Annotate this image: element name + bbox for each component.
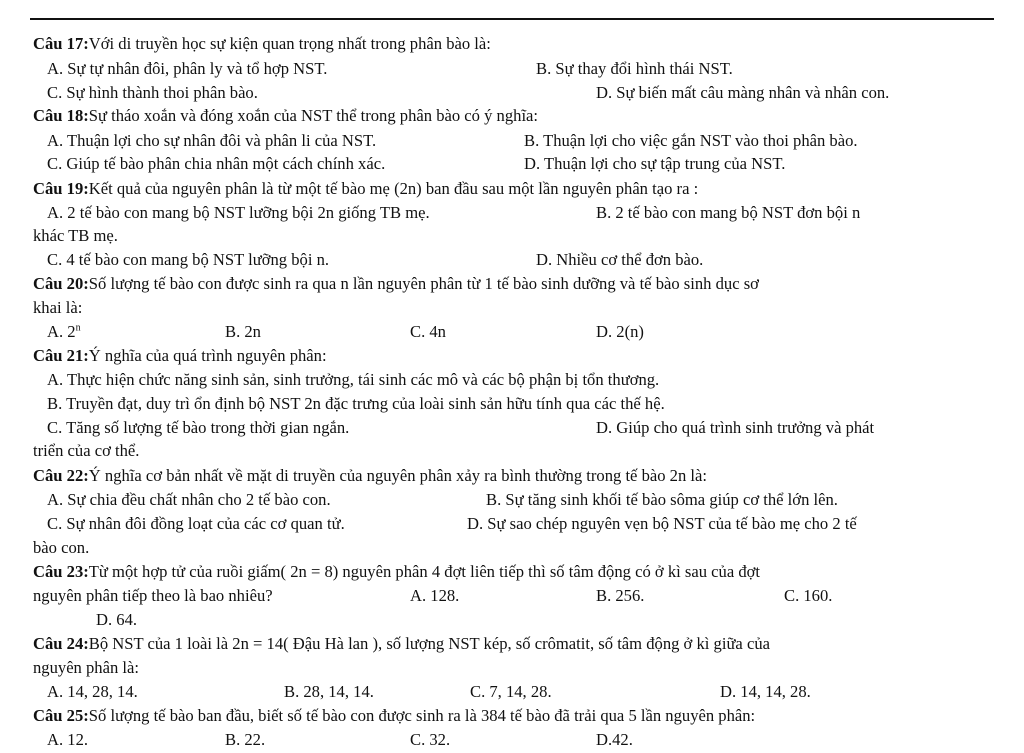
question-19-stem — [0, 178, 1024, 200]
question-label: Câu 20: — [33, 274, 89, 293]
question-19-option-b-cont — [0, 225, 1024, 247]
question-22-option-d-cont — [0, 537, 1024, 559]
option-a: A. 128. — [410, 586, 460, 605]
option-d: D.42. — [596, 730, 633, 749]
option-c: C. Tăng số lượng tế bào trong thời gian ngắn. — [47, 418, 350, 437]
option-a: A. 14, 28, 14. — [47, 682, 138, 701]
question-text: Số lượng tế bào ban đầu, biết số tế bào con được sinh ra là 384 tế bào đã trải qua 5 lần nguyên phân: — [88, 706, 756, 725]
question-label: Câu 23: — [33, 562, 89, 581]
question-text: Số lượng tế bào con được sinh ra qua n lần nguyên phân từ 1 tế bào sinh dưỡng và tế bào sinh dục sơ — [88, 274, 759, 293]
question-text: Sự tháo xoắn và đóng xoắn của NST thể trong phân bào có ý nghĩa: — [88, 106, 539, 125]
question-22-options-ab — [0, 489, 1024, 511]
question-20-stem — [0, 273, 1024, 295]
option-c: C. 32. — [410, 730, 451, 749]
option-b-continued: khác TB mẹ. — [33, 226, 118, 245]
question-25-options — [0, 729, 1024, 751]
question-18-options-ab — [0, 130, 1024, 152]
option-a: A. Sự tự nhân đôi, phân ly và tổ hợp NST. — [47, 59, 328, 78]
option-b: B. Sự tăng sinh khối tế bào sôma giúp cơ thể lớn lên. — [486, 490, 838, 509]
option-d: D. Nhiều cơ thể đơn bào. — [536, 250, 704, 269]
question-text-continued: nguyên phân tiếp theo là bao nhiêu? — [33, 586, 273, 605]
question-20-stem-cont — [0, 297, 1024, 319]
option-c: C. 7, 14, 28. — [470, 682, 552, 701]
question-text: Từ một hợp tử của ruồi giấm( 2n = 8) nguyên phân 4 đợt liên tiếp thì số tâm động có ở kì sau của đợt — [88, 562, 761, 581]
question-22-stem — [0, 465, 1024, 487]
option-a: A. Thuận lợi cho sự nhân đôi và phân li của NST. — [47, 131, 377, 150]
option-d: D. 14, 14, 28. — [720, 682, 811, 701]
question-19-options-cd — [0, 249, 1024, 271]
option-a: A. 12. — [47, 730, 89, 749]
question-21-option-d-cont — [0, 440, 1024, 462]
question-text: Với di truyền học sự kiện quan trọng nhất trong phân bào là: — [88, 34, 491, 53]
option-b: B. 22. — [225, 730, 266, 749]
question-24-stem — [0, 633, 1024, 655]
option-b: B. Thuận lợi cho việc gắn NST vào thoi phân bào. — [524, 131, 858, 150]
option-d: D. Thuận lợi cho sự tập trung của NST. — [524, 154, 786, 173]
option-c: C. Sự hình thành thoi phân bào. — [47, 83, 258, 102]
question-17-options-ab — [0, 58, 1024, 80]
option-d-continued: triển của cơ thể. — [33, 441, 140, 460]
option-a-base: A. 2 — [47, 322, 76, 341]
option-d: D. 64. — [96, 610, 138, 629]
option-d: D. Giúp cho quá trình sinh trưởng và phát — [596, 418, 875, 437]
question-label: Câu 17: — [33, 34, 89, 53]
option-b: B. Truyền đạt, duy trì ổn định bộ NST 2n đặc trưng của loài sinh sản hữu tính qua các thế hệ. — [47, 394, 665, 413]
option-c: C. Giúp tế bào phân chia nhân một cách chính xác. — [47, 154, 386, 173]
question-21-option-a — [0, 369, 1024, 391]
option-d: D. 2(n) — [596, 322, 644, 341]
option-c: C. 4n — [410, 322, 446, 341]
question-24-stem-cont — [0, 657, 1024, 679]
question-17-stem — [0, 33, 1024, 55]
option-a: A. Thực hiện chức năng sinh sản, sinh trưởng, tái sinh các mô và các bộ phận bị tổn thương. — [47, 370, 660, 389]
question-22-options-cd — [0, 513, 1024, 535]
question-text-continued: khai là: — [33, 298, 83, 317]
question-label: Câu 22: — [33, 466, 89, 485]
question-label: Câu 25: — [33, 706, 89, 725]
question-text: Ý nghĩa cơ bản nhất về mặt di truyền của nguyên phân xảy ra bình thường trong tế bào 2n là: — [88, 466, 708, 485]
question-text: Ý nghĩa của quá trình nguyên phân: — [88, 346, 327, 365]
question-19-options-ab — [0, 202, 1024, 224]
option-c: C. Sự nhân đôi đồng loạt của các cơ quan tử. — [47, 514, 345, 533]
question-text: Kết quả của nguyên phân là từ một tế bào mẹ (2n) ban đầu sau một lần nguyên phân tạo ra : — [88, 179, 699, 198]
question-text-continued: nguyên phân là: — [33, 658, 139, 677]
question-label: Câu 24: — [33, 634, 89, 653]
question-label: Câu 21: — [33, 346, 89, 365]
question-label: Câu 19: — [33, 179, 89, 198]
question-text: Bộ NST của 1 loài là 2n = 14( Đậu Hà lan ), số lượng NST kép, số crômatit, số tâm động ở kì giữa của — [88, 634, 770, 653]
question-17-options-cd — [0, 82, 1024, 104]
question-23-stem-cont-options — [0, 585, 1024, 607]
option-d-continued: bào con. — [33, 538, 90, 557]
question-18-stem — [0, 105, 1024, 127]
option-a: A. 2 tế bào con mang bộ NST lưỡng bội 2n giống TB mẹ. — [47, 203, 430, 222]
question-label: Câu 18: — [33, 106, 89, 125]
question-25-stem — [0, 705, 1024, 727]
option-a — [47, 321, 81, 343]
question-20-options — [0, 321, 1024, 343]
question-23-stem — [0, 561, 1024, 583]
option-b: B. 2 tế bào con mang bộ NST đơn bội n — [596, 203, 861, 222]
option-b: B. 28, 14, 14. — [284, 682, 374, 701]
top-border-line — [30, 18, 994, 20]
question-21-option-b — [0, 393, 1024, 415]
question-21-stem — [0, 345, 1024, 367]
question-18-options-cd — [0, 153, 1024, 175]
option-d: D. Sự biến mất câu màng nhân và nhân con. — [596, 83, 890, 102]
option-c: C. 160. — [784, 586, 833, 605]
option-c: C. 4 tế bào con mang bộ NST lưỡng bội n. — [47, 250, 330, 269]
option-d: D. Sự sao chép nguyên vẹn bộ NST của tế bào mẹ cho 2 tế — [467, 514, 857, 533]
option-b: B. Sự thay đổi hình thái NST. — [536, 59, 733, 78]
question-21-options-cd — [0, 417, 1024, 439]
option-b: B. 2n — [225, 322, 261, 341]
question-23-option-d — [0, 609, 1024, 631]
option-a-exponent: n — [75, 322, 81, 334]
question-24-options — [0, 681, 1024, 703]
option-a: A. Sự chia đều chất nhân cho 2 tế bào con. — [47, 490, 331, 509]
option-b: B. 256. — [596, 586, 645, 605]
